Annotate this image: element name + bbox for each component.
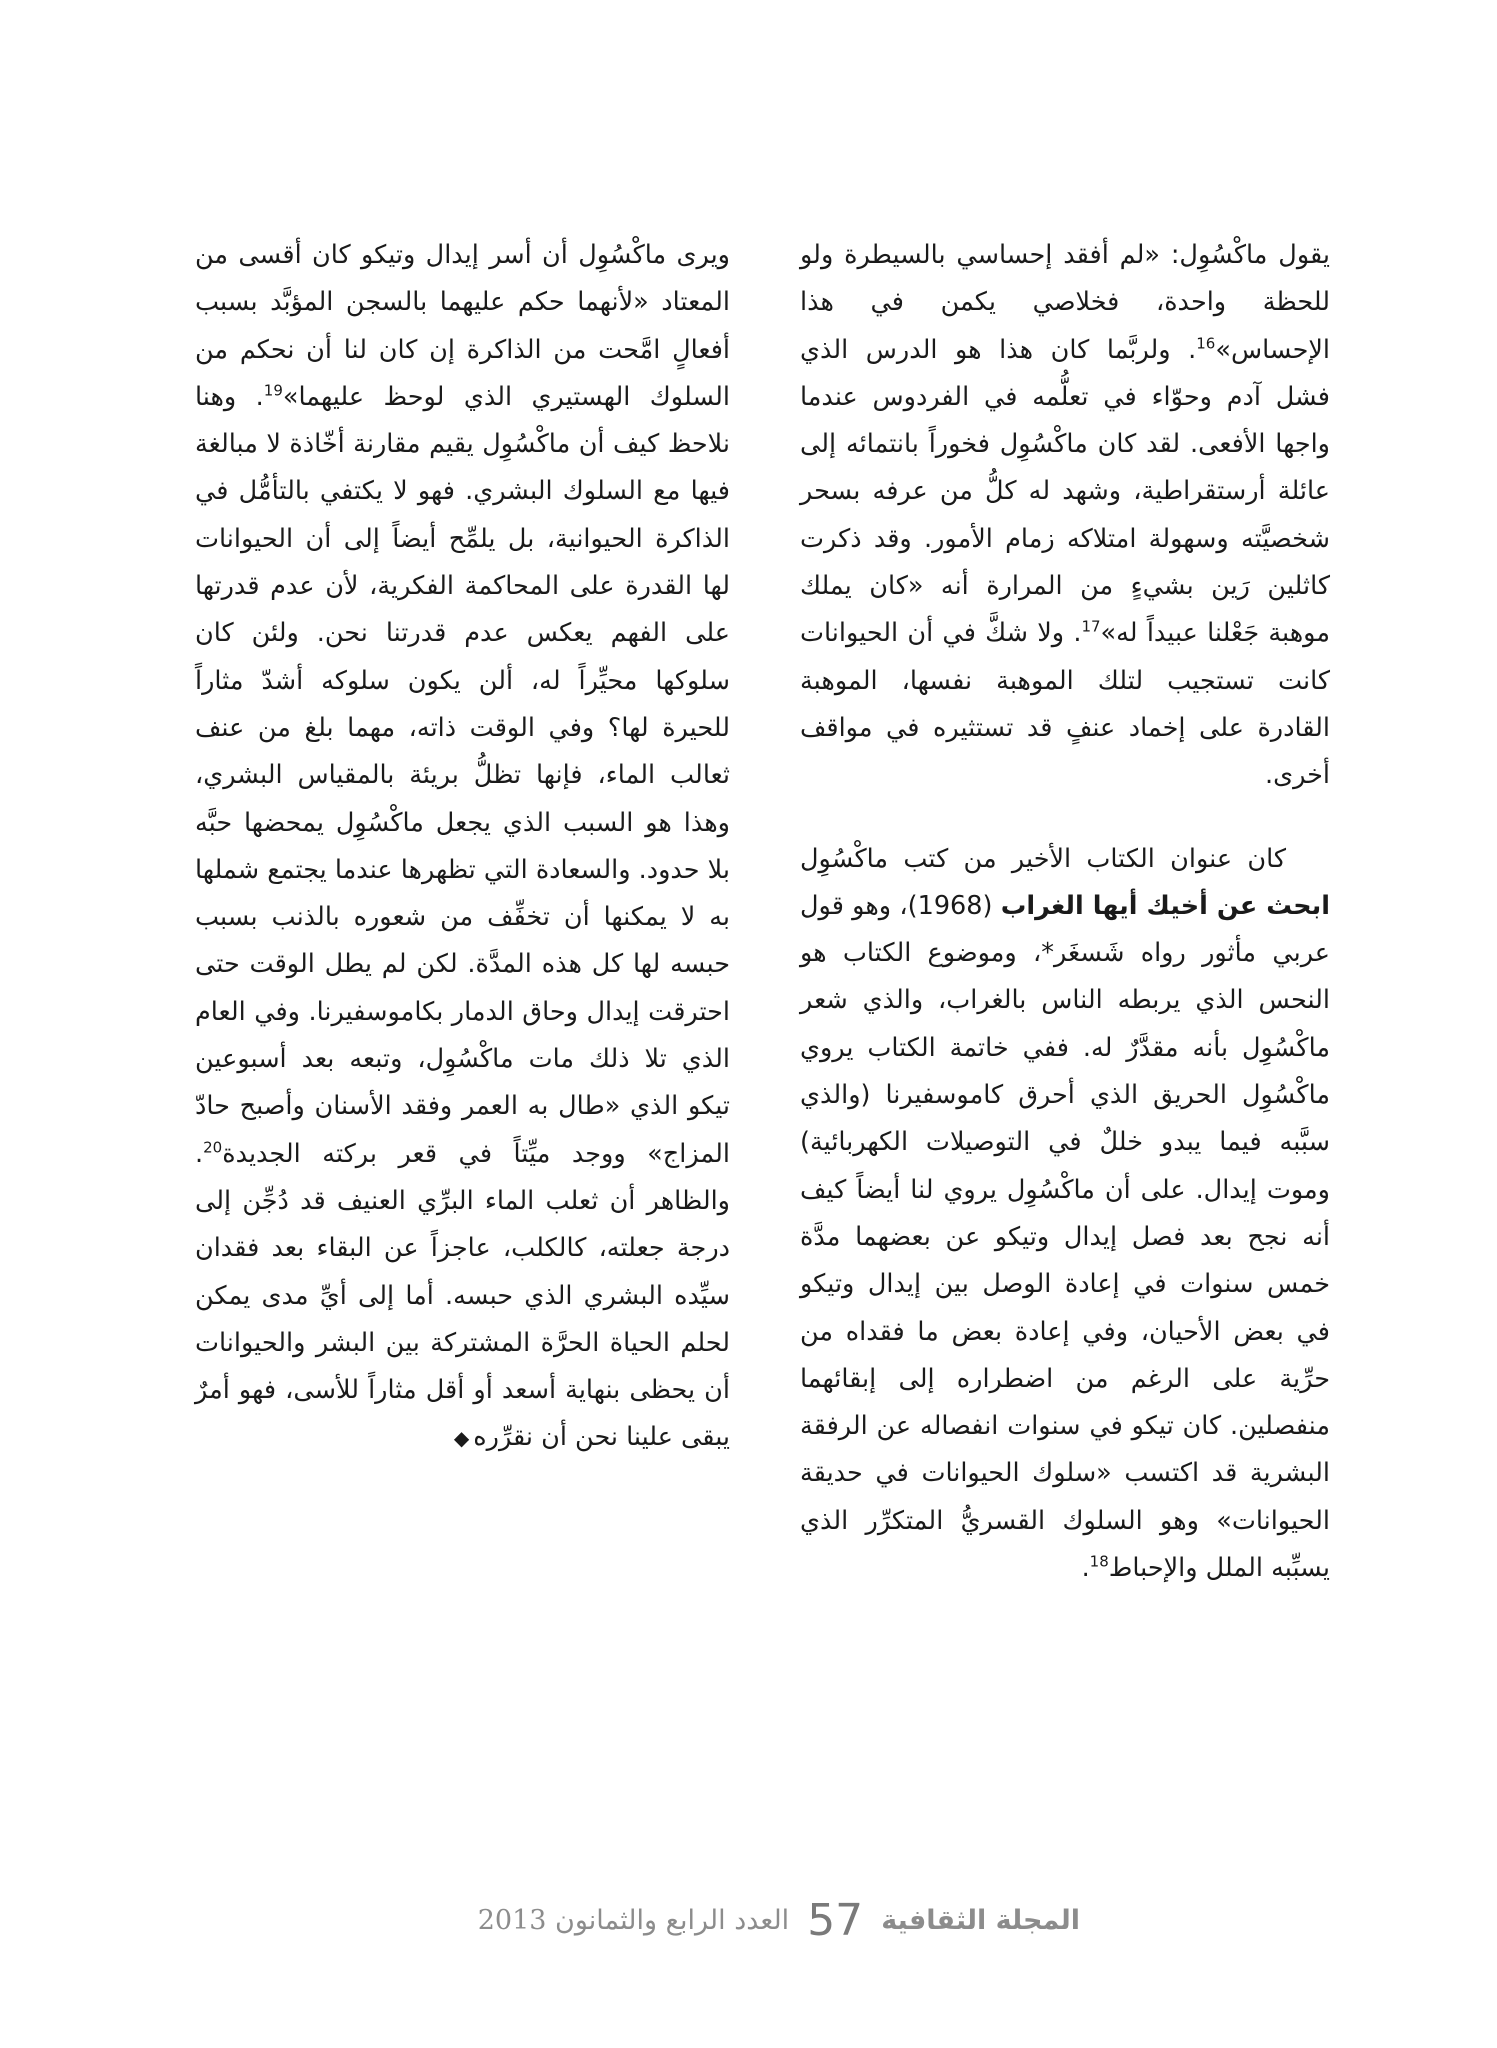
page-footer <box>430 1895 1080 1945</box>
footnote-ref: 16 <box>1196 334 1216 353</box>
issue-label: العدد الرابع والثمانون 2013 <box>477 1904 790 1936</box>
paragraph: يقول ماكْسُوِل: «لم أفقد إحساسي بالسيطرة ولو للحظة واحدة، فخلاصي يكمن في هذا الإحساس»$^{16}$. ولربَّما كان هذا هو الدرس الذي فشل آدم وحوّاء في تعلُّمه في الفردوس عندما واجها الأفعى. لقد كان ماكْسُوِل فخوراً بانتمائه إلى عائلة أرستقراطية، وشهد له كلُّ من عرفه بسحر شخصيَّته وسهولة امتلاكه زمام الأمور. وقد ذكرت كاثلين رَين بشيءٍ من المرارة أنه «كان يملك موهبة جَعْلنا عبيداً له»$^{17}$. ولا شكَّ في أن الحيوانات كانت تستجيب لتلك الموهبة نفسها، الموهبة القادرة على إخماد عنفٍ قد تستثيره في مواقف أخرى. <box>800 240 1330 791</box>
paragraph: ويرى ماكْسُوِل أن أسر إيدال وتيكو كان أقسى من المعتاد «لأنهما حكم عليهما بالسجن المؤبَّد بسبب أفعالٍ امَّحت من الذاكرة إن كان لنا أن نحكم من السلوك الهستيري الذي لوحظ عليهما»$^{19}$. وهنا نلاحظ كيف أن ماكْسُوِل يقيم مقارنة أخّاذة لا مبالغة فيها مع السلوك البشري. فهو لا يكتفي بالتأمُّل في الذاكرة الحيوانية، بل يلمِّح أيضاً إلى أن الحيوانات لها القدرة على المحاكمة الفكرية، لأن عدم قدرتها على الفهم يعكس عدم قدرتنا نحن. ولئن كان سلوكها محيِّراً له، ألن يكون سلوكه أشدّ مثاراً للحيرة لها؟ وفي الوقت ذاته، مهما بلغ من عنف ثعالب الماء، فإنها تظلُّ بريئة بالمقياس البشري، وهذا هو السبب الذي يجعل ماكْسُوِل يمحضها حبَّه بلا حدود. والسعادة التي تظهرها عندما يجتمع شملها به لا يمكنها أن تخفِّف من شعوره بالذنب بسبب حبسه لها كل هذه المدَّة. لكن لم يطل الوقت حتى احترقت إيدال وحاق الدمار بكاموسفيرنا. وفي العام الذي تلا ذلك مات ماكْسُوِل، وتبعه بعد أسبوعين تيكو الذي «طال به العمر وفقد الأسنان وأصبح حادّ المزاج» ووجد ميِّتاً في قعر بركته الجديدة$^{20}$. والظاهر أن ثعلب الماء البرِّي العنيف قد دُجِّن إلى درجة جعلته، كالكلب، عاجزاً عن البقاء بعد فقدان سيِّده البشري الذي حبسه. أما إلى أيِّ مدى يمكن لحلم الحياة الحرَّة المشتركة بين البشر والحيوانات أن يحظى بنهاية أسعد أو أقل مثاراً للأسى، فهو أمرٌ يبقى علينا نحن أن نقرِّره◆ <box>195 232 730 1463</box>
footnote-ref: 19 <box>263 381 283 400</box>
end-diamond-icon: ◆ <box>453 1426 470 1451</box>
paragraph: كان عنوان الكتاب الأخير من كتب ماكْسُوِل ابحث عن أخيك أيها الغراب (1968)، وهو قول عربي مأثور رواه شَسغَر*، وموضوع الكتاب هو النحس الذي يربطه الناس بالغراب، والذي شعر ماكْسُوِل بأنه مقدَّرٌ له. ففي خاتمة الكتاب يروي ماكْسُوِل الحريق الذي أحرق كاموسفيرنا (والذي سبَّبه فيما يبدو خللٌ في التوصيلات الكهربائية) وموت إيدال. على أن ماكْسُوِل يروي لنا أيضاً كيف أنه نجح بعد فصل إيدال وتيكو عن بعضهما مدَّة خمس سنوات في إعادة الوصل بين إيدال وتيكو في بعض الأحيان، وفي إعادة بعض ما فقداه من حرِّية على الرغم من اضطراره إلى إبقائهما منفصلين. كان تيكو في سنوات انفصاله عن الرفقة البشرية قد اكتسب «سلوك الحيوانات في حديقة الحيوانات» وهو السلوك القسريُّ المتكرِّر الذي يسبِّبه الملل والإحباط$^{18}$. <box>800 843 1330 1584</box>
footnote-ref: 20 <box>203 1138 223 1157</box>
page-number: 57 <box>807 1894 864 1946</box>
right-text-column <box>800 232 1330 1592</box>
book-title: ابحث عن أخيك أيها الغراب <box>1000 890 1330 921</box>
left-text-column <box>195 232 730 1463</box>
footnote-ref: 17 <box>1081 617 1101 636</box>
magazine-name: المجلة الثقافية <box>881 1904 1080 1936</box>
footnote-ref: 18 <box>1089 1552 1109 1571</box>
